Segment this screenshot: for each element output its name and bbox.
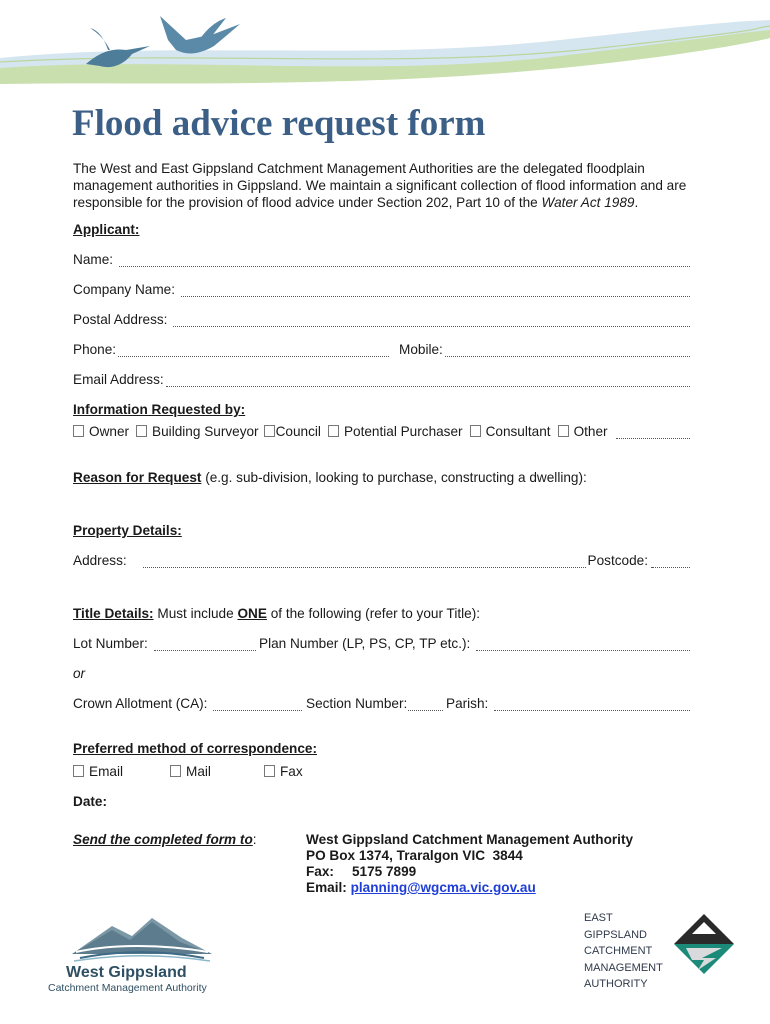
parish-row — [446, 696, 690, 711]
date-label: Date: — [73, 794, 107, 809]
option-owner[interactable] — [73, 424, 129, 439]
section-field[interactable] — [408, 699, 443, 711]
mobile-label: Mobile: — [399, 342, 443, 357]
title-details-text-after: of the following (refer to your Title): — [266, 606, 480, 621]
postcode-label: Postcode: — [587, 553, 648, 568]
email-field[interactable] — [166, 375, 690, 387]
name-label: Name: — [73, 252, 114, 267]
option-label: Email — [89, 764, 123, 779]
plan-field[interactable] — [476, 639, 690, 651]
phone-field[interactable] — [118, 345, 389, 357]
correspondence-email[interactable] — [73, 764, 123, 779]
option-potential-purchaser[interactable] — [328, 424, 463, 439]
phone-row — [73, 342, 389, 357]
name-field[interactable] — [119, 255, 690, 267]
reason-row — [73, 470, 587, 485]
empty-checkbox-icon[interactable] — [558, 425, 569, 437]
crown-row — [73, 696, 302, 711]
send-fax: 5175 7899 — [351, 864, 417, 879]
east-logo-line2: CATCHMENT — [584, 945, 653, 957]
title-details-one: ONE — [237, 606, 267, 621]
email-row — [73, 372, 690, 387]
send-address-block — [306, 832, 633, 896]
intro-text: The West and East Gippsland Catchment Management Authorities are the delegated floodplain management authorities in Gippsland. We maintain a significant collection of flood information and are responsible for the provision of flood advice under Section 202, Part 10 of the — [73, 161, 687, 210]
postcode-field[interactable] — [652, 556, 690, 568]
postal-field[interactable] — [173, 315, 690, 327]
option-council[interactable] — [264, 424, 321, 439]
or-text: or — [73, 666, 86, 681]
intro-end: . — [634, 195, 639, 210]
option-label: Consultant — [485, 424, 551, 439]
empty-checkbox-icon[interactable] — [328, 425, 339, 437]
phone-label: Phone: — [73, 342, 117, 357]
send-to-colon: : — [252, 832, 257, 847]
east-gippsland-emblem-icon — [672, 912, 736, 976]
lot-row — [73, 636, 256, 651]
option-other[interactable] — [558, 424, 608, 439]
correspondence-fax[interactable] — [264, 764, 303, 779]
lot-field[interactable] — [154, 639, 256, 651]
send-to-label — [73, 832, 257, 847]
plan-label: Plan Number (LP, PS, CP, TP etc.): — [259, 636, 471, 651]
crown-label: Crown Allotment (CA): — [73, 696, 208, 711]
email-label: Email Address: — [73, 372, 164, 387]
empty-checkbox-icon[interactable] — [136, 425, 147, 437]
option-label: Potential Purchaser — [343, 424, 463, 439]
west-gippsland-logo — [48, 914, 238, 994]
send-fax-line — [306, 864, 633, 880]
property-address-label: Address: — [73, 553, 127, 568]
send-org: West Gippsland Catchment Management Authority — [306, 832, 634, 847]
empty-checkbox-icon[interactable] — [264, 425, 275, 437]
name-row — [73, 252, 690, 267]
east-logo-line4: AUTHORITY — [584, 978, 648, 990]
parish-field[interactable] — [494, 699, 690, 711]
other-field[interactable] — [616, 427, 690, 439]
property-address-row — [73, 553, 690, 568]
section-row — [306, 696, 443, 711]
title-details-text: Must include — [153, 606, 238, 621]
send-email-label: Email: — [306, 880, 347, 895]
option-consultant[interactable] — [470, 424, 551, 439]
company-label: Company Name: — [73, 282, 175, 297]
company-field[interactable] — [181, 285, 690, 297]
section-label: Section Number: — [306, 696, 408, 711]
page-title: Flood advice request form — [72, 103, 486, 144]
title-details-row — [73, 606, 480, 621]
west-logo-line2: Catchment Management Authority — [48, 982, 207, 994]
option-label: Building Surveyor — [152, 424, 259, 439]
reason-hint: (e.g. sub-division, looking to purchase, constructing a dwelling): — [201, 470, 587, 485]
empty-checkbox-icon[interactable] — [470, 425, 481, 437]
east-logo-text — [584, 910, 674, 993]
send-fax-label: Fax: — [306, 864, 334, 879]
send-po-box: PO Box 1374, Traralgon VIC 3844 — [306, 848, 523, 863]
act-name: Water Act 1989 — [541, 195, 635, 210]
option-label: Other — [573, 424, 608, 439]
option-building-surveyor[interactable] — [136, 424, 259, 439]
reason-heading: Reason for Request — [73, 470, 202, 485]
requested-by-options — [73, 424, 690, 439]
send-email-line — [306, 880, 633, 896]
correspondence-mail[interactable] — [170, 764, 211, 779]
property-heading: Property Details: — [73, 523, 182, 538]
send-to-text: Send the completed form to — [73, 832, 253, 847]
send-email-link[interactable]: planning@wgcma.vic.gov.au — [350, 880, 536, 895]
option-label: Fax — [280, 764, 303, 779]
title-details-heading: Title Details: — [73, 606, 154, 621]
parish-label: Parish: — [446, 696, 489, 711]
correspondence-heading: Preferred method of correspondence: — [73, 741, 317, 756]
empty-checkbox-icon[interactable] — [73, 425, 84, 437]
east-logo-line3: MANAGEMENT — [584, 961, 663, 974]
option-label: Mail — [186, 764, 211, 779]
empty-checkbox-icon[interactable] — [170, 765, 181, 777]
requested-by-heading: Information Requested by: — [73, 402, 246, 417]
mobile-row — [399, 342, 690, 357]
option-label: Council — [275, 424, 321, 439]
header-birds-swoosh — [0, 0, 770, 90]
company-row — [73, 282, 690, 297]
lot-label: Lot Number: — [73, 636, 148, 651]
east-gippsland-logo — [584, 910, 744, 990]
mountains-icon — [72, 914, 212, 962]
crown-field[interactable] — [213, 699, 302, 711]
west-logo-line1: West Gippsland — [66, 964, 187, 981]
mobile-field[interactable] — [445, 345, 690, 357]
postal-label: Postal Address: — [73, 312, 168, 327]
empty-checkbox-icon[interactable] — [73, 765, 84, 777]
east-logo-line1: EAST GIPPSLAND — [584, 912, 647, 941]
plan-row — [259, 636, 690, 651]
postal-row — [73, 312, 690, 327]
applicant-heading: Applicant: — [73, 222, 140, 237]
option-label: Owner — [89, 424, 130, 439]
intro-paragraph — [73, 160, 703, 211]
empty-checkbox-icon[interactable] — [264, 765, 275, 777]
